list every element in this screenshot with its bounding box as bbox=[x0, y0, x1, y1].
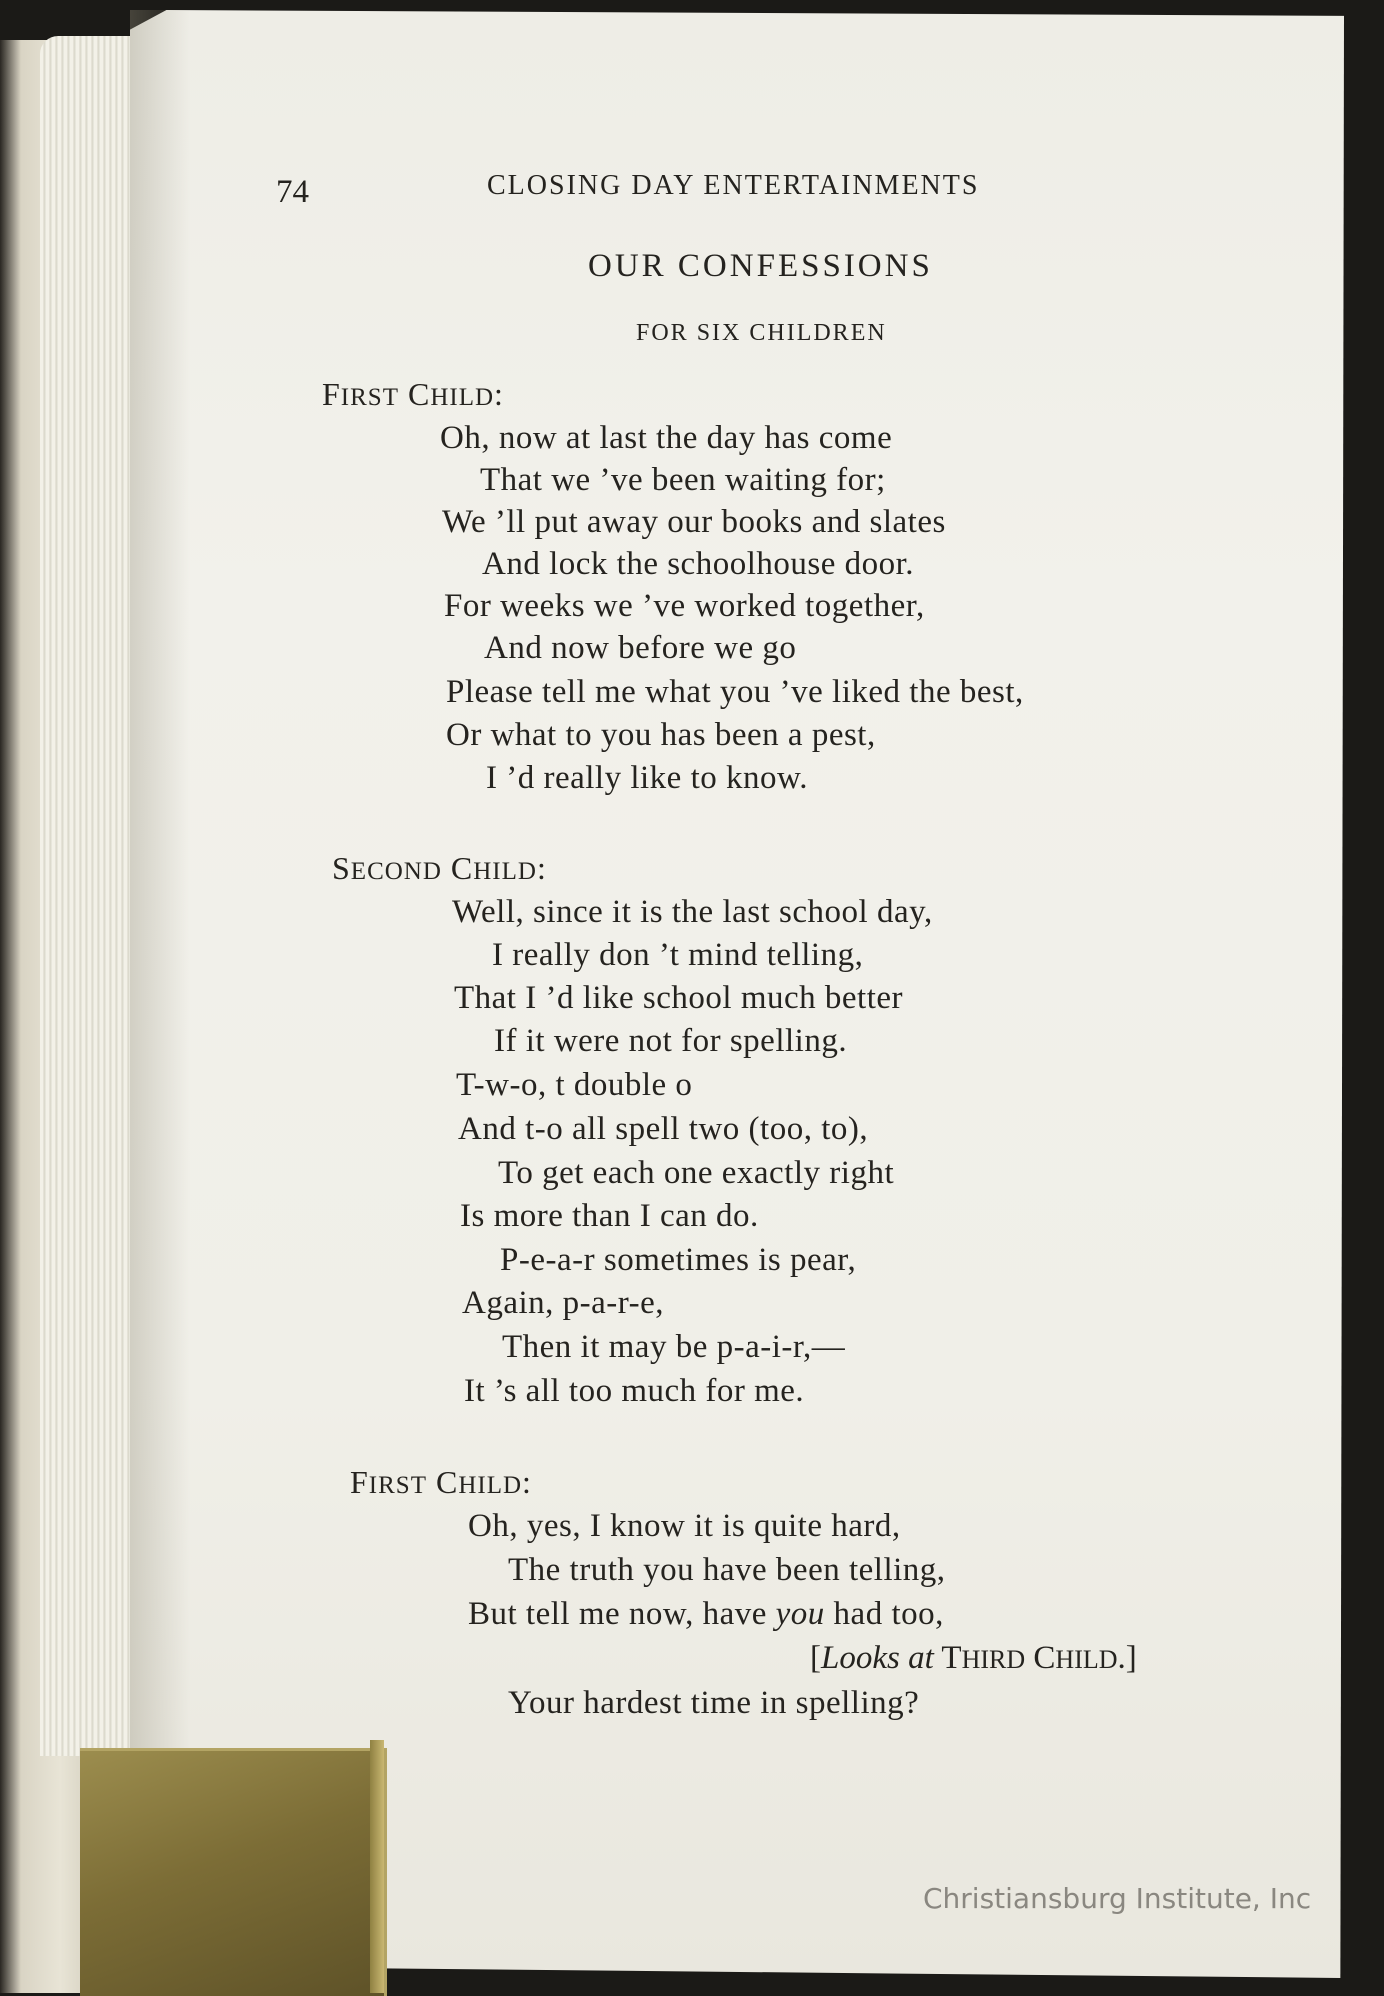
verse-line: T-w-o, t double o bbox=[456, 1067, 693, 1103]
verse-line: We ’ll put away our books and slates bbox=[442, 504, 946, 540]
running-head: CLOSING DAY ENTERTAINMENTS bbox=[487, 170, 980, 201]
verse-line: Then it may be p-a-i-r,— bbox=[502, 1329, 846, 1365]
speaker-label: FIRST CHILD: bbox=[350, 1464, 532, 1500]
page-number: 74 bbox=[276, 174, 309, 210]
verse-line: If it were not for spelling. bbox=[494, 1023, 848, 1059]
verse-line: Please tell me what you ’ve liked the best, bbox=[446, 674, 1024, 710]
verse-line: Is more than I can do. bbox=[460, 1198, 759, 1234]
verse-line: But tell me now, have you had too, bbox=[468, 1596, 944, 1632]
verse-line: I ’d really like to know. bbox=[486, 760, 808, 796]
verse-line: Again, p-a-r-e, bbox=[462, 1285, 664, 1321]
verse-line: That we ’ve been waiting for; bbox=[480, 462, 886, 498]
verse-line: To get each one exactly right bbox=[498, 1155, 895, 1191]
verse-line: Or what to you has been a pest, bbox=[446, 717, 876, 753]
book-stand bbox=[80, 1748, 387, 1996]
poem-subtitle: FOR SIX CHILDREN bbox=[636, 320, 887, 346]
verse-line: Your hardest time in spelling? bbox=[508, 1685, 920, 1721]
verse-line: For weeks we ’ve worked together, bbox=[444, 588, 925, 624]
verse-line: And lock the schoolhouse door. bbox=[482, 546, 915, 582]
book-stand-edge bbox=[370, 1740, 384, 1993]
verse-line: And t-o all spell two (too, to), bbox=[458, 1111, 869, 1147]
verse-line: I really don ’t mind telling, bbox=[492, 937, 864, 973]
verse-line: Well, since it is the last school day, bbox=[452, 894, 933, 930]
page-gutter bbox=[130, 10, 190, 1970]
speaker-label: SECOND CHILD: bbox=[332, 850, 547, 886]
verse-line: And now before we go bbox=[484, 630, 797, 666]
verse-line: Oh, now at last the day has come bbox=[440, 420, 893, 456]
verse-line: P-e-a-r sometimes is pear, bbox=[500, 1242, 857, 1278]
poem-title: OUR CONFESSIONS bbox=[588, 248, 933, 284]
stage-direction: [Looks at THIRD CHILD.] bbox=[810, 1640, 1137, 1676]
verse-line: It ’s all too much for me. bbox=[464, 1373, 805, 1409]
verse-line: The truth you have been telling, bbox=[508, 1552, 946, 1588]
speaker-label: FIRST CHILD: bbox=[322, 376, 504, 412]
watermark: Christiansburg Institute, Inc bbox=[923, 1882, 1312, 1915]
verse-line: Oh, yes, I know it is quite hard, bbox=[468, 1508, 901, 1544]
verse-line: That I ’d like school much better bbox=[454, 980, 904, 1016]
